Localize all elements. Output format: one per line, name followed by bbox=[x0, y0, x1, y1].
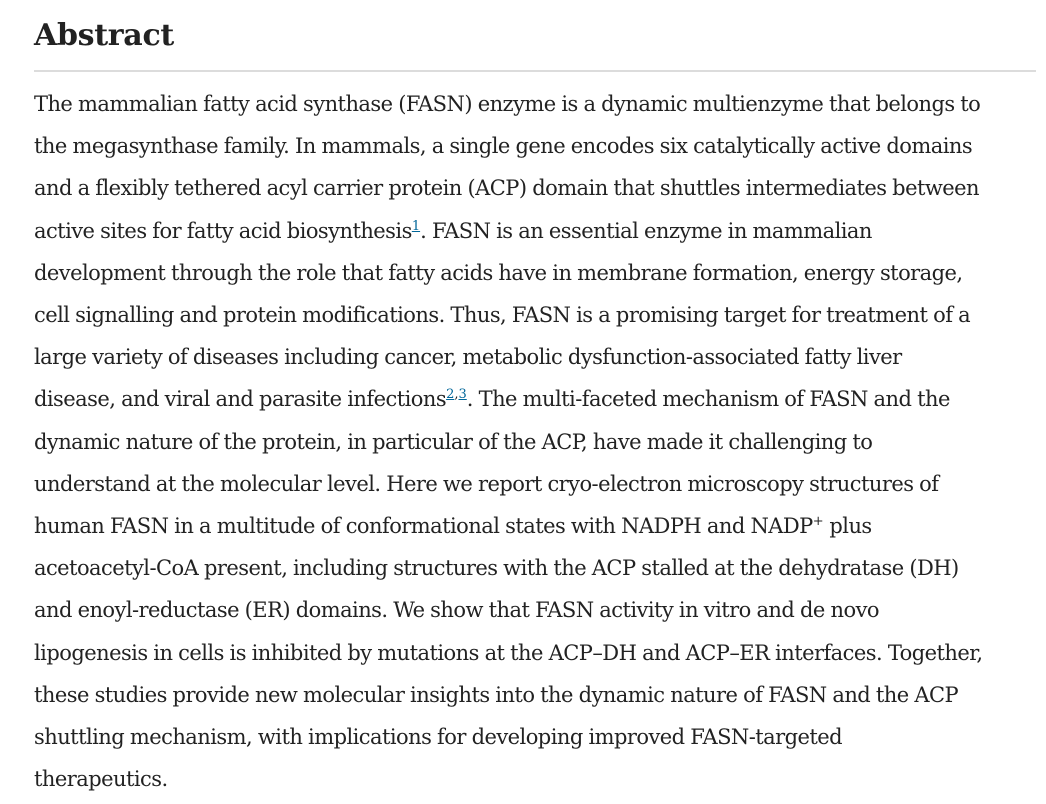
reference-link-3[interactable]: 3 bbox=[458, 387, 467, 403]
abstract-line: lipogenesis in cells is inhibited by mutations at the ACP–DH and ACP–ER interfaces. Together, bbox=[34, 640, 983, 665]
abstract-line: large variety of diseases including cancer, metabolic dysfunction-associated fatty liver bbox=[34, 345, 902, 370]
reference-link-1[interactable]: 1 bbox=[411, 218, 421, 234]
abstract-line: and a flexibly tethered acyl carrier protein (ACP) domain that shuttles intermediates between bbox=[34, 176, 979, 201]
heading-divider bbox=[34, 70, 1036, 72]
abstract-line: shuttling mechanism, with implications for developing improved FASN-targeted bbox=[34, 725, 843, 750]
abstract-line-text: active sites for fatty acid biosynthesis bbox=[34, 218, 412, 243]
abstract-line: these studies provide new molecular insights into the dynamic nature of FASN and the ACP bbox=[34, 682, 959, 707]
abstract-line: therapeutics. bbox=[34, 767, 168, 792]
abstract-line: cell signalling and protein modifications. Thus, FASN is a promising target for treatment of a bbox=[34, 303, 971, 328]
reference-separator: , bbox=[454, 387, 459, 403]
reference-superscript bbox=[412, 219, 420, 234]
charge-superscript: + bbox=[812, 514, 824, 530]
abstract-line-with-superscript bbox=[34, 505, 1036, 547]
reference-superscript bbox=[446, 387, 467, 402]
abstract-line-text: human FASN in a multitude of conformational states with NADPH and NADP bbox=[34, 514, 813, 539]
abstract-line: development through the role that fatty acids have in membrane formation, energy storage, bbox=[34, 260, 963, 285]
abstract-text bbox=[34, 83, 1036, 800]
abstract-line: the megasynthase family. In mammals, a single gene encodes six catalytically active domains bbox=[34, 134, 973, 159]
abstract-line-with-refs bbox=[34, 378, 1036, 420]
abstract-section bbox=[34, 0, 1036, 800]
reference-link-2[interactable]: 2 bbox=[446, 387, 455, 403]
abstract-line-with-ref bbox=[34, 210, 1036, 252]
abstract-line: acetoacetyl-CoA present, including structures with the ACP stalled at the dehydratase (DH) bbox=[34, 556, 959, 581]
abstract-line-tail: . FASN is an essential enzyme in mammalian bbox=[420, 218, 872, 243]
abstract-line: and enoyl-reductase (ER) domains. We show that FASN activity in vitro and de novo bbox=[34, 598, 879, 623]
abstract-line-text: disease, and viral and parasite infections bbox=[34, 387, 447, 412]
abstract-heading: Abstract bbox=[34, 18, 174, 53]
abstract-line-tail: plus bbox=[823, 514, 872, 539]
abstract-line: understand at the molecular level. Here we report cryo-electron microscopy structures of bbox=[34, 471, 939, 496]
abstract-line: dynamic nature of the protein, in particular of the ACP, have made it challenging to bbox=[34, 429, 873, 454]
abstract-line-tail: . The multi-faceted mechanism of FASN and the bbox=[466, 387, 950, 412]
abstract-line: The mammalian fatty acid synthase (FASN) enzyme is a dynamic multienzyme that belongs to bbox=[34, 92, 981, 116]
